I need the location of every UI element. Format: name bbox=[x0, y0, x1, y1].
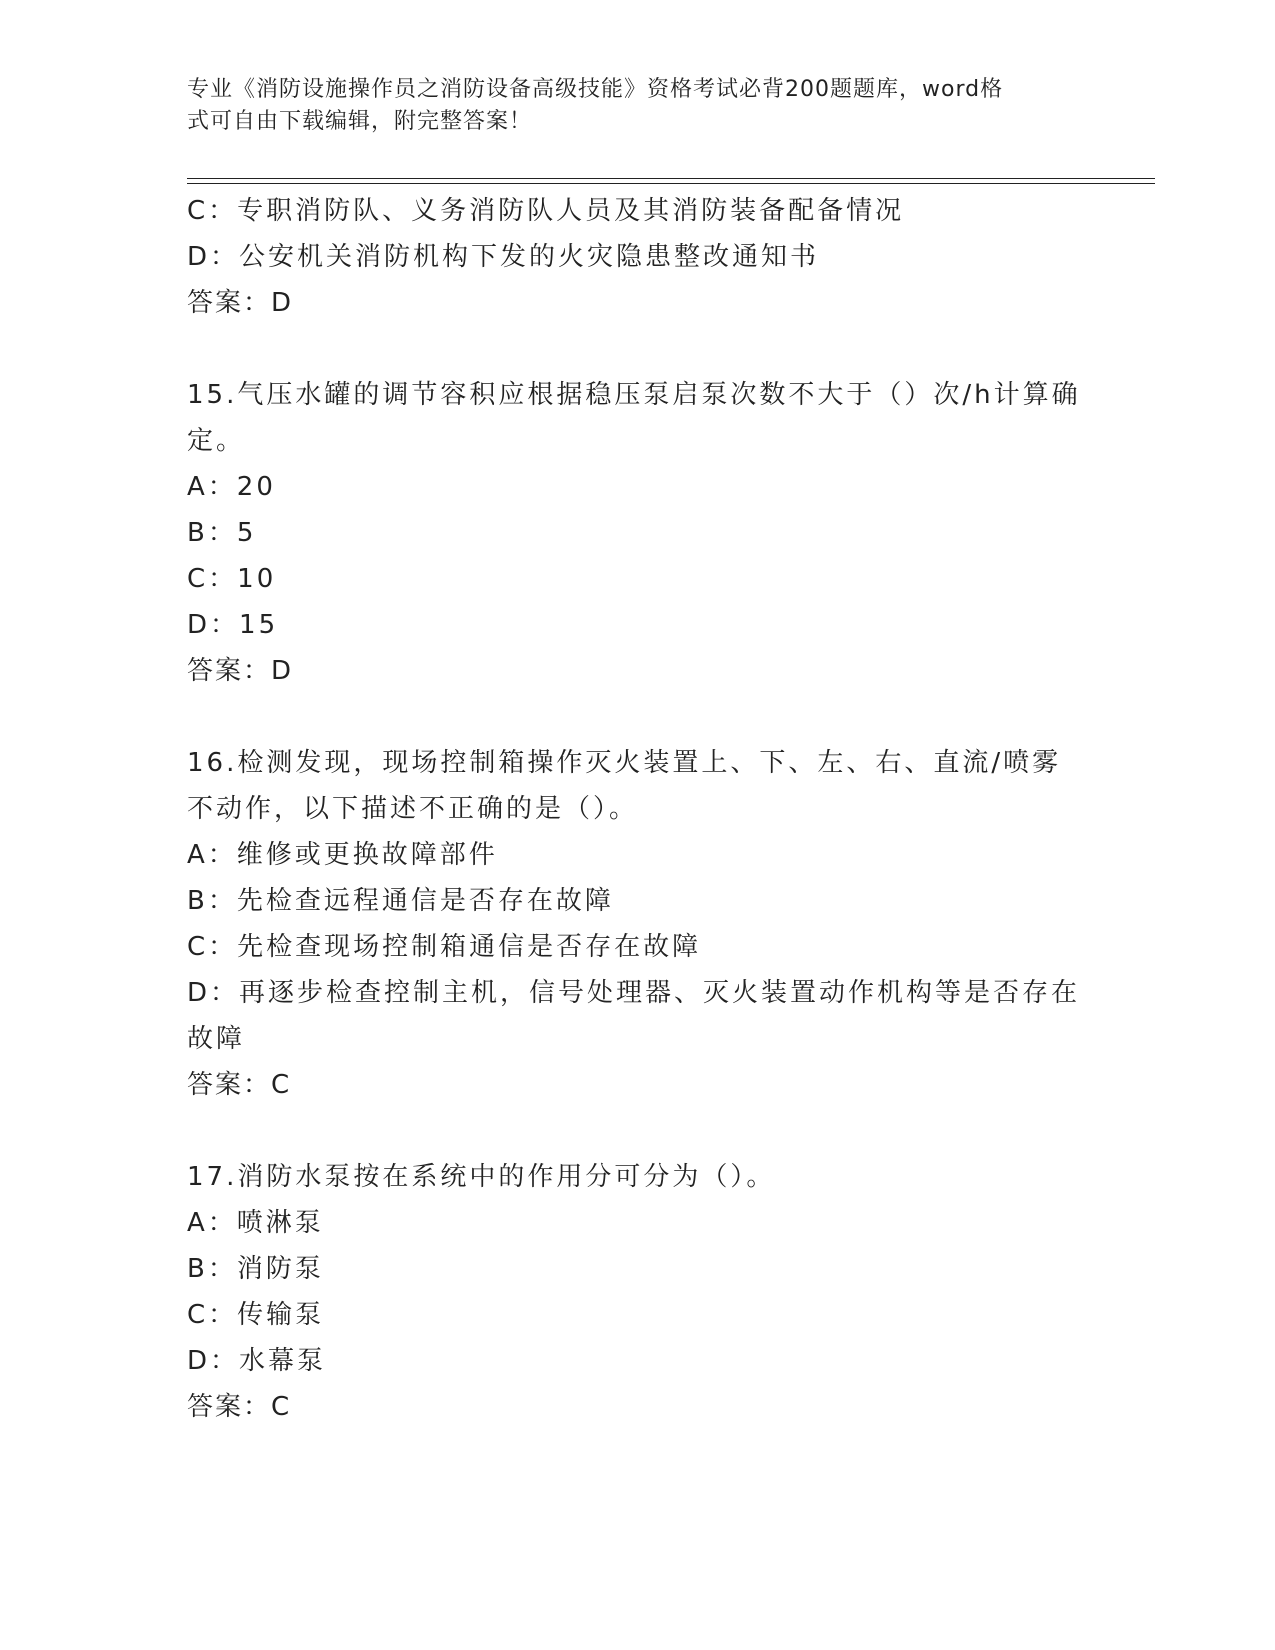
document-header bbox=[187, 74, 1067, 138]
option-d: D：再逐步检查控制主机，信号处理器、灭火装置动作机构等是否存在 bbox=[187, 978, 1081, 1008]
header-line-1: 专业《消防设施操作员之消防设备高级技能》资格考试必背200题题库，word格 bbox=[187, 77, 1004, 102]
answer: 答案：C bbox=[187, 1392, 292, 1422]
option-c: C：10 bbox=[187, 564, 277, 594]
question-list bbox=[187, 188, 1087, 1430]
question-16 bbox=[187, 740, 1087, 1108]
question-text-continued: 定。 bbox=[187, 426, 246, 456]
option-b: B：5 bbox=[187, 518, 257, 548]
header-divider-bottom bbox=[187, 183, 1155, 184]
question-14-continued bbox=[187, 188, 1087, 326]
question-17 bbox=[187, 1154, 1087, 1430]
answer: 答案：D bbox=[187, 288, 294, 318]
answer: 答案：C bbox=[187, 1070, 292, 1100]
option-a: A：维修或更换故障部件 bbox=[187, 840, 498, 870]
option-d: D：15 bbox=[187, 610, 279, 640]
header-divider-top bbox=[187, 178, 1155, 179]
spacer bbox=[187, 694, 1087, 740]
question-15 bbox=[187, 372, 1087, 694]
question-text: 15.气压水罐的调节容积应根据稳压泵启泵次数不大于（）次/h计算确 bbox=[187, 380, 1081, 410]
option-d: D：公安机关消防机构下发的火灾隐患整改通知书 bbox=[187, 242, 820, 272]
option-c: C：专职消防队、义务消防队人员及其消防装备配备情况 bbox=[187, 196, 905, 226]
option-a: A：20 bbox=[187, 472, 276, 502]
option-a: A：喷淋泵 bbox=[187, 1208, 324, 1238]
option-c: C：先检查现场控制箱通信是否存在故障 bbox=[187, 932, 702, 962]
question-text: 16.检测发现，现场控制箱操作灭火装置上、下、左、右、直流/喷雾 bbox=[187, 748, 1062, 778]
option-d: D：水幕泵 bbox=[187, 1346, 327, 1376]
question-text: 17.消防水泵按在系统中的作用分可分为（）。 bbox=[187, 1162, 776, 1192]
option-c: C：传输泵 bbox=[187, 1300, 325, 1330]
spacer bbox=[187, 1108, 1087, 1154]
header-line-2: 式可自由下载编辑，附完整答案！ bbox=[187, 109, 533, 134]
answer: 答案：D bbox=[187, 656, 294, 686]
question-text-continued: 不动作，以下描述不正确的是（）。 bbox=[187, 794, 639, 824]
option-b: B：消防泵 bbox=[187, 1254, 324, 1284]
option-b: B：先检查远程通信是否存在故障 bbox=[187, 886, 614, 916]
spacer bbox=[187, 326, 1087, 372]
option-d-continued: 故障 bbox=[187, 1024, 246, 1054]
